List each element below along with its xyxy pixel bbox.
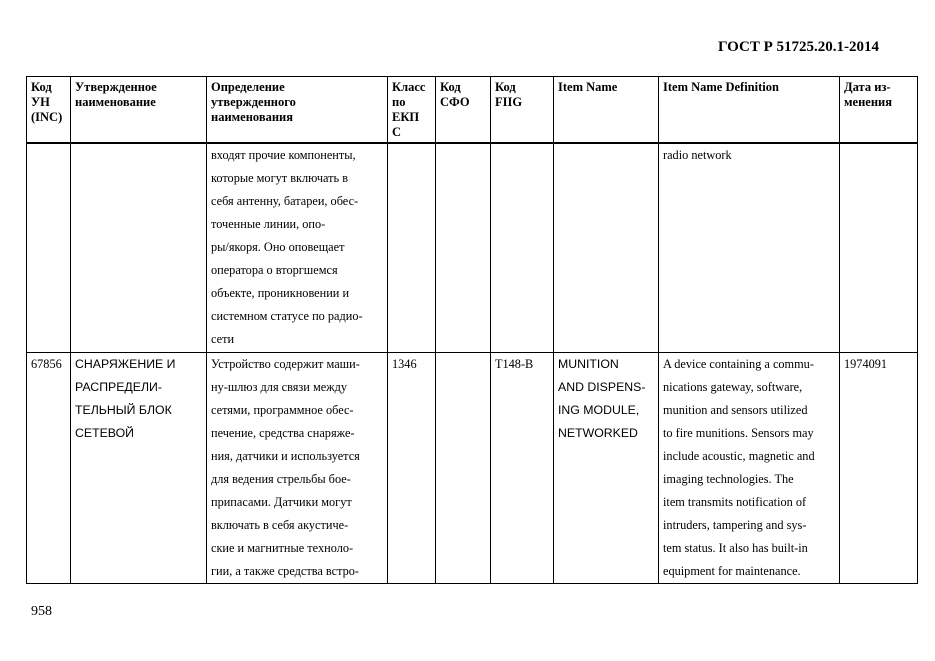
text-line: Код [495,80,516,94]
text-line: для ведения стрельбы бое- [211,472,351,486]
text-line: С [392,125,402,139]
text-line: AND DISPENS- [558,380,646,394]
col-item-definition-header [659,77,840,144]
text-line: Item Name [558,80,618,94]
col-fiig-header [491,77,554,144]
cell-sfo [436,353,491,584]
cell-item-name [554,143,659,353]
text-line: Код [440,80,461,94]
text-line: equipment for maintenance. [663,564,801,578]
text-line: менения [844,95,892,109]
text-line: item transmits notification of [663,495,807,509]
text-line: (INC) [31,110,63,124]
col-definition-header [207,77,388,144]
page-number: 958 [31,604,52,619]
text-line: точенные линии, опо- [211,217,326,231]
text-line: NETWORKED [558,426,638,440]
page-header-standard: ГОСТ Р 51725.20.1-2014 [718,39,880,55]
cell-definition [207,353,388,584]
text-line: ТЕЛЬНЫЙ БЛОК [75,403,172,417]
text-line: A device containing a commu- [663,357,814,371]
cell-change-date [840,143,918,353]
text-line: сети [211,332,235,346]
text-line: входят прочие компоненты, [211,148,356,162]
text-line: Класс [392,80,426,94]
table-row-continued [27,143,918,353]
text-line: оператора о вторгшемся [211,263,338,277]
text-line: гии, а также средства встро- [211,564,359,578]
text-line: tem status. It also has built-in [663,541,808,555]
text-line: объекте, проникновении и [211,286,350,300]
text-line: FIIG [495,95,523,109]
text-line: включать в себя акустиче- [211,518,349,532]
cell-class [388,143,436,353]
cell-sfo [436,143,491,353]
table-header-row [27,77,918,144]
table-row [27,353,918,584]
text-line: печение, средства снаряже- [211,426,355,440]
text-line: наименование [75,95,156,109]
text-line: include acoustic, magnetic and [663,449,815,463]
text-line: ния, датчики и используется [211,449,360,463]
cell-fiig: T148-B [491,353,554,584]
text-line: Item Name Definition [663,80,779,94]
col-approved-name-header [71,77,207,144]
text-line: MUNITION [558,357,619,371]
text-line: Код [31,80,52,94]
cell-definition [207,143,388,353]
cell-fiig [491,143,554,353]
text-line: ЕКП [392,110,420,124]
col-sfo-header [436,77,491,144]
col-inc-header [27,77,71,144]
text-line: сетями, программное обес- [211,403,354,417]
cell-inc [27,143,71,353]
text-line: по [392,95,406,109]
text-line: УН [31,95,50,109]
cell-class: 1346 [388,353,436,584]
text-line: nications gateway, software, [663,380,803,394]
text-line: radio network [663,148,732,162]
text-line: Дата из- [844,80,891,94]
col-item-name-header [554,77,659,144]
text-line: РАСПРЕДЕЛИ- [75,380,162,394]
catalog-table [26,76,918,584]
text-line: СЕТЕВОЙ [75,426,134,440]
text-line: припасами. Датчики могут [211,495,352,509]
text-line: Утвержденное [75,80,157,94]
col-class-header [388,77,436,144]
text-line: imaging technologies. The [663,472,794,486]
cell-change-date: 1974091 [840,353,918,584]
text-line: себя антенну, батареи, обес- [211,194,359,208]
text-line: СНАРЯЖЕНИЕ И [75,357,176,371]
cell-approved-name [71,143,207,353]
text-line: СФО [440,95,470,109]
col-change-date-header [840,77,918,144]
text-line: наименования [211,110,294,124]
text-line: ры/якоря. Оно оповещает [211,240,345,254]
text-line: которые могут включать в [211,171,349,185]
text-line: intruders, tampering and sys- [663,518,807,532]
text-line: ские и магнитные техноло- [211,541,354,555]
text-line: Устройство содержит маши- [211,357,360,371]
text-line: ну-шлюз для связи между [211,380,348,394]
cell-inc: 67856 [27,353,71,584]
text-line: системном статусе по радио- [211,309,363,323]
cell-item-definition [659,143,840,353]
cell-approved-name [71,353,207,584]
text-line: munition and sensors utilized [663,403,808,417]
cell-item-name [554,353,659,584]
cell-item-definition [659,353,840,584]
text-line: Определение [211,80,285,94]
text-line: утвержденного [211,95,296,109]
text-line: ING MODULE, [558,403,640,417]
text-line: to fire munitions. Sensors may [663,426,814,440]
